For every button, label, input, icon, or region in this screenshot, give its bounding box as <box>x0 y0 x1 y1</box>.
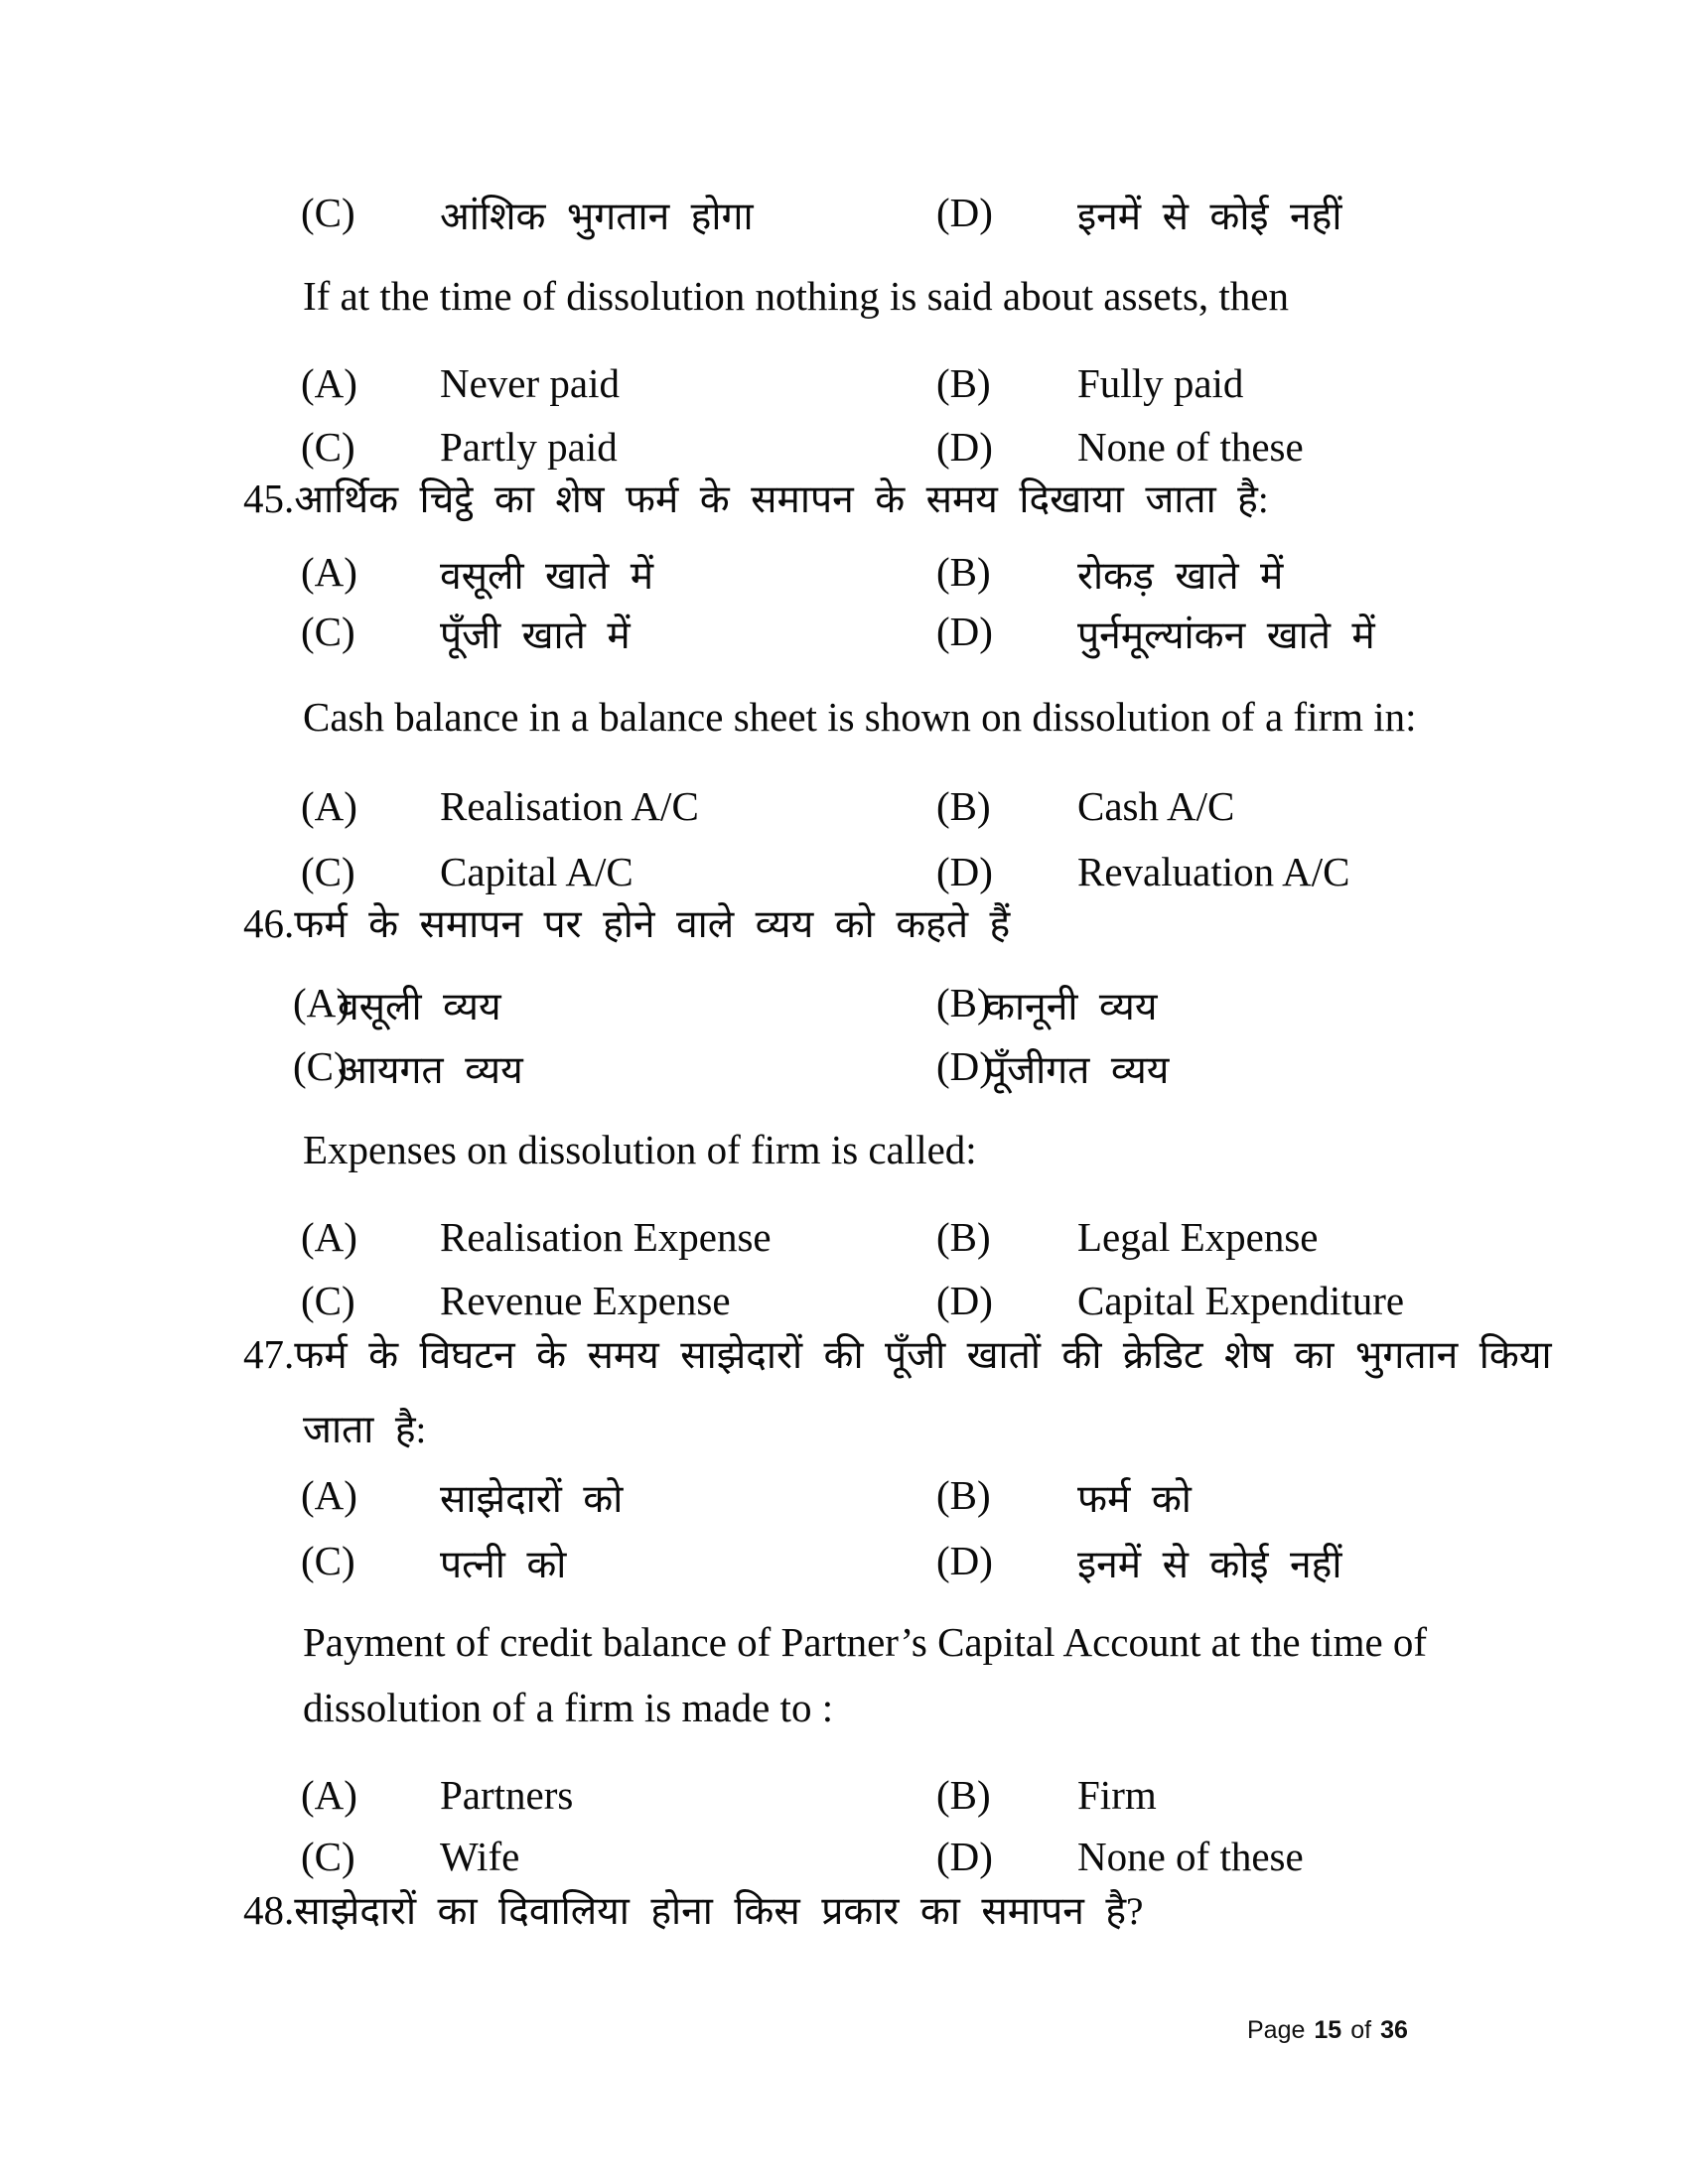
q46-hi-option-a-text: वसूली व्यय <box>338 986 501 1028</box>
q46-hi-option-b-letter: (B) <box>936 980 991 1025</box>
q45-english-options-row-cd <box>0 848 1688 899</box>
q45-en-option-c-letter: (C) <box>301 849 355 894</box>
q47-en-option-c-letter: (C) <box>301 1834 355 1879</box>
q45-english-options-row-ab <box>0 782 1688 834</box>
q47-en-option-d-letter: (D) <box>936 1834 993 1879</box>
q44-en-option-b-text: Fully paid <box>1077 360 1244 406</box>
q47-hi-option-c-letter: (C) <box>301 1538 355 1583</box>
q47-hi-option-a-letter: (A) <box>301 1472 357 1518</box>
q46-hi-option-c-letter: (C) <box>293 1043 348 1089</box>
q45-en-option-a-letter: (A) <box>301 783 357 829</box>
q47-hi-option-b-letter: (B) <box>936 1472 991 1518</box>
q47-en-option-b-text: Firm <box>1077 1772 1157 1818</box>
q44-en-option-d-letter: (D) <box>936 424 993 470</box>
q46-en-option-c-text: Revenue Expense <box>440 1278 731 1323</box>
q44-english-options-row-ab <box>0 359 1688 411</box>
page-footer <box>1247 2016 1408 2045</box>
q45-hi-option-b-letter: (B) <box>936 549 991 595</box>
q45-hi-option-b-text: रोकड़ खाते में <box>1077 555 1284 598</box>
q46-question-hindi-line <box>243 901 1010 947</box>
footer-total-pages: 36 <box>1380 2016 1408 2044</box>
q46-en-option-d-text: Capital Expenditure <box>1077 1278 1405 1323</box>
q44-en-option-c-letter: (C) <box>301 424 355 470</box>
q45-question-hindi-line <box>243 477 1269 522</box>
q47-english-options-row-cd <box>0 1833 1688 1884</box>
q47-hindi-options-row-cd <box>0 1537 1688 1588</box>
q45-hi-option-a-text: वसूली खाते में <box>440 555 654 598</box>
q46-english-options-row-cd <box>0 1277 1688 1328</box>
q45-hi-option-c-text: पूँजी खाते में <box>440 614 631 657</box>
q47-english-options-row-ab <box>0 1771 1688 1823</box>
q47-hi-option-a-text: साझेदारों को <box>440 1478 624 1521</box>
q45-number: 45. <box>243 476 295 521</box>
q47-en-option-c-text: Wife <box>440 1834 520 1879</box>
q46-question-english: Expenses on dissolution of firm is called: <box>303 1127 977 1172</box>
q47-en-option-a-letter: (A) <box>301 1772 357 1818</box>
q47-question-hindi-part1: फर्म के विघटन के समय साझेदारों की पूँजी खातों की क्रेडिट शेष का भुगतान किया <box>294 1334 1552 1377</box>
q47-en-option-b-letter: (B) <box>936 1772 991 1818</box>
q46-hindi-options-row-ab <box>0 979 1688 1030</box>
q47-number: 47. <box>243 1331 295 1377</box>
q44-hi-option-d-letter: (D) <box>936 190 993 235</box>
q46-question-hindi: फर्म के समापन पर होने वाले व्यय को कहते हैं <box>294 903 1011 946</box>
q46-hi-option-a-letter: (A) <box>293 980 350 1025</box>
q47-question-english-line1: Payment of credit balance of Partner’s Capital Account at the time of <box>303 1619 1428 1665</box>
q45-hindi-options-row-cd <box>0 608 1688 659</box>
q47-en-option-d-text: None of these <box>1077 1834 1304 1879</box>
q45-hi-option-d-letter: (D) <box>936 609 993 654</box>
q47-question-hindi-line2: जाता है: <box>303 1409 427 1451</box>
q45-en-option-d-letter: (D) <box>936 849 993 894</box>
q47-question-english-line2: dissolution of a firm is made to : <box>303 1685 834 1730</box>
q46-number: 46. <box>243 900 295 946</box>
q45-hi-option-a-letter: (A) <box>301 549 357 595</box>
q46-en-option-d-letter: (D) <box>936 1278 993 1323</box>
q44-en-option-a-letter: (A) <box>301 360 357 406</box>
q45-hi-option-c-letter: (C) <box>301 609 355 654</box>
q44-question-english: If at the time of dissolution nothing is said about assets, then <box>303 273 1289 319</box>
q46-en-option-b-text: Legal Expense <box>1077 1214 1319 1260</box>
q46-english-options-row-ab <box>0 1213 1688 1265</box>
q44-hi-option-d-text: इनमें से कोई नहीं <box>1077 196 1342 238</box>
q46-hi-option-d-text: पूँजीगत व्यय <box>985 1049 1170 1092</box>
footer-page-label: Page <box>1247 2016 1306 2044</box>
q45-en-option-a-text: Realisation A/C <box>440 783 699 829</box>
q44-hi-option-c-letter: (C) <box>301 190 355 235</box>
q46-en-option-a-text: Realisation Expense <box>440 1214 772 1260</box>
q47-question-hindi-line1 <box>243 1332 1552 1378</box>
q47-hi-option-b-text: फर्म को <box>1077 1478 1192 1521</box>
q45-en-option-b-text: Cash A/C <box>1077 783 1235 829</box>
q44-hi-option-c-text: आंशिक भुगतान होगा <box>440 196 754 238</box>
q48-question-hindi-line <box>243 1888 1143 1934</box>
q46-en-option-b-letter: (B) <box>936 1214 991 1260</box>
q45-question-hindi: आर्थिक चिट्ठे का शेष फर्म के समापन के समय दिखाया जाता है: <box>294 478 1269 521</box>
q45-question-english: Cash balance in a balance sheet is shown on dissolution of a firm in: <box>303 694 1417 740</box>
footer-page-number: 15 <box>1314 2016 1342 2044</box>
q46-hindi-options-row-cd <box>0 1042 1688 1094</box>
q46-en-option-a-letter: (A) <box>301 1214 357 1260</box>
q47-hi-option-d-letter: (D) <box>936 1538 993 1583</box>
q45-en-option-c-text: Capital A/C <box>440 849 633 894</box>
q44-en-option-c-text: Partly paid <box>440 424 618 470</box>
q45-hindi-options-row-ab <box>0 548 1688 600</box>
q47-en-option-a-text: Partners <box>440 1772 574 1818</box>
q48-number: 48. <box>243 1887 295 1933</box>
q46-hi-option-d-letter: (D) <box>936 1043 993 1089</box>
q46-hi-option-c-text: आयगत व्यय <box>338 1049 523 1092</box>
q47-hi-option-d-text: इनमें से कोई नहीं <box>1077 1544 1342 1586</box>
q46-en-option-c-letter: (C) <box>301 1278 355 1323</box>
q44-hindi-options-row-cd <box>0 189 1688 240</box>
q44-en-option-a-text: Never paid <box>440 360 620 406</box>
footer-of-label: of <box>1350 2016 1372 2044</box>
q46-hi-option-b-text: कानूनी व्यय <box>985 986 1158 1028</box>
q44-english-options-row-cd <box>0 423 1688 475</box>
q45-en-option-b-letter: (B) <box>936 783 991 829</box>
q44-en-option-b-letter: (B) <box>936 360 991 406</box>
q45-en-option-d-text: Revaluation A/C <box>1077 849 1350 894</box>
q44-en-option-d-text: None of these <box>1077 424 1304 470</box>
q47-hindi-options-row-ab <box>0 1471 1688 1523</box>
q47-hi-option-c-text: पत्नी को <box>440 1544 567 1586</box>
q45-hi-option-d-text: पुर्नमूल्यांकन खाते में <box>1077 614 1375 657</box>
q48-question-hindi: साझेदारों का दिवालिया होना किस प्रकार का समापन है? <box>294 1890 1144 1933</box>
